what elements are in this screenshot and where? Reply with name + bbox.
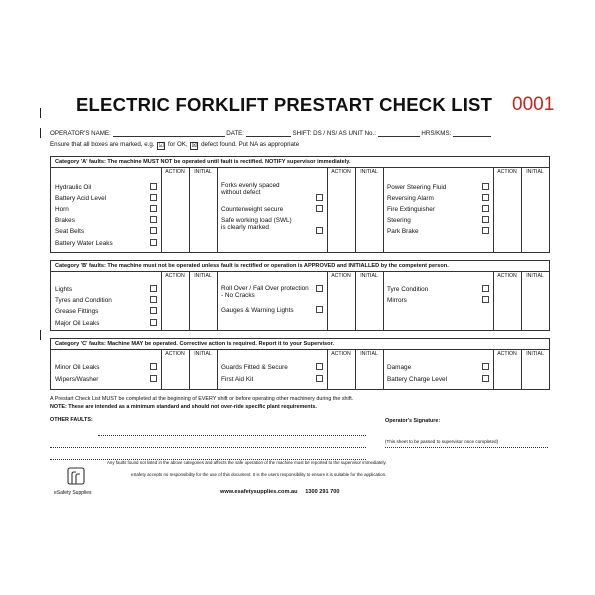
shift-unit-label: SHIFT: DS / NS/ AS UNIT No.: <box>292 130 376 137</box>
list-item: Mirrors <box>387 297 407 304</box>
hrs-kms-field[interactable] <box>453 129 491 137</box>
check-box[interactable] <box>150 307 157 314</box>
list-item: Counterweight secure <box>221 206 284 213</box>
col-initial-2: INITIAL <box>360 273 378 279</box>
col-initial-1: INITIAL <box>194 169 212 175</box>
check-box[interactable] <box>482 285 489 292</box>
category-b-heading: Category 'B' faults: The machine must not be operated unless fault is rectified or operation is APPROVED and INITIALLED by the competent person. <box>51 261 549 272</box>
margin-tick-top-left <box>40 108 41 118</box>
instructions-defect-text: defect found. Put NA as appropriate <box>201 141 300 148</box>
note-minimum-standard: NOTE: These are intended as a minimum standard and should not over-ride specific plant requirements. <box>50 404 317 410</box>
unit-number-field[interactable] <box>378 129 420 137</box>
check-box[interactable] <box>482 363 489 370</box>
note-prestart: A Prestart Check List MUST be completed at the beginning of EVERY shift or before operating other machinery during the shift. <box>50 396 354 402</box>
list-item: Horn <box>55 206 69 213</box>
col-initial-3: INITIAL <box>526 169 544 175</box>
check-box[interactable] <box>150 363 157 370</box>
footer-disclaimer: eSafety accepts no responsibility for the use of this document. It is the users responsibility to ensure it is suitable for the application. <box>131 472 387 477</box>
check-box[interactable] <box>150 183 157 190</box>
list-item: Battery Charge Level <box>387 376 448 383</box>
check-box[interactable] <box>482 296 489 303</box>
col-action-3: ACTION <box>497 351 517 357</box>
col-action-1: ACTION <box>165 351 185 357</box>
header-fields <box>50 129 550 137</box>
serial-number: 0001 <box>512 94 555 115</box>
check-box[interactable] <box>482 194 489 201</box>
list-item: Reversing Alarm <box>387 195 434 202</box>
col-initial-3: INITIAL <box>526 351 544 357</box>
margin-tick-mid-left <box>40 330 41 340</box>
list-item: Forks evenly spaced without defect <box>221 182 280 196</box>
col-action-1: ACTION <box>165 169 185 175</box>
check-box[interactable] <box>482 375 489 382</box>
category-a-heading: Category 'A' faults: The machine MUST NOT be operated until fault is rectified. NOTIFY supervisor immediately. <box>51 157 549 168</box>
col-action-1: ACTION <box>165 273 185 279</box>
list-item: Minor Oil Leaks <box>55 364 100 371</box>
list-item: Hydraulic Oil <box>55 184 92 191</box>
date-field[interactable] <box>246 129 291 137</box>
list-item: Fire Extinguisher <box>387 206 435 213</box>
category-c-heading: Category 'C' faults: Machine MAY be operated. Corrective action is required. Report it to your Supervisor. <box>51 339 549 350</box>
list-item: First Aid Kit <box>221 376 254 383</box>
check-box[interactable] <box>316 285 323 292</box>
check-box[interactable] <box>482 205 489 212</box>
col-action-3: ACTION <box>497 169 517 175</box>
col-action-2: ACTION <box>331 351 351 357</box>
check-box[interactable] <box>482 183 489 190</box>
operator-name-label: OPERATOR'S NAME: <box>50 130 111 137</box>
list-item: Power Steering Fluid <box>387 184 447 191</box>
category-b-section <box>50 260 550 331</box>
operator-name-field[interactable] <box>113 129 225 137</box>
check-box[interactable] <box>316 375 323 382</box>
other-faults-label: OTHER FAULTS: <box>50 417 93 423</box>
footer-faults-note: Any faults found not listed in the above categories and affects the safe operation of the machine must be reported to the supervisor immediately. <box>107 460 387 465</box>
check-box[interactable] <box>316 363 323 370</box>
check-box[interactable] <box>150 375 157 382</box>
instructions-line <box>50 141 299 150</box>
check-box[interactable] <box>150 319 157 326</box>
supervisor-note: (This sheet to be passed to supervisor once completed) <box>385 439 499 444</box>
list-item: Grease Fittings <box>55 308 99 315</box>
esafety-logo-icon <box>67 466 85 486</box>
check-box[interactable] <box>482 216 489 223</box>
col-action-2: ACTION <box>331 273 351 279</box>
category-a-section <box>50 156 550 253</box>
check-box[interactable] <box>316 194 323 201</box>
list-item: Tyre Condition <box>387 286 429 293</box>
list-item: Battery Acid Level <box>55 195 107 202</box>
check-box[interactable] <box>150 239 157 246</box>
check-box[interactable] <box>150 296 157 303</box>
list-item: Gauges & Warning Lights <box>221 307 294 314</box>
list-item: Lights <box>55 286 73 293</box>
list-item: Brakes <box>55 217 75 224</box>
col-action-2: ACTION <box>331 169 351 175</box>
operator-signature-label: Operator's Signature: <box>385 418 441 424</box>
list-item: Tyres and Condition <box>55 297 112 304</box>
list-item: Safe working load (SWL) is clearly marked <box>221 217 292 231</box>
col-initial-1: INITIAL <box>194 273 212 279</box>
check-box[interactable] <box>150 227 157 234</box>
check-box[interactable] <box>150 194 157 201</box>
list-item: Major Oil Leaks <box>55 320 100 327</box>
list-item: Wipers/Washer <box>55 376 99 383</box>
list-item: Battery Water Leaks <box>55 240 113 247</box>
col-initial-2: INITIAL <box>360 169 378 175</box>
other-faults-line-3[interactable] <box>50 442 366 460</box>
instructions-ok-text: for OK, <box>168 141 188 148</box>
page-title: ELECTRIC FORKLIFT PRESTART CHECK LIST <box>76 94 493 115</box>
defect-example-icon: ☒ <box>191 143 198 149</box>
list-item: Seat Belts <box>55 228 85 235</box>
hrs-kms-label: HRS/KMS: <box>421 130 452 137</box>
check-box[interactable] <box>150 205 157 212</box>
col-initial-3: INITIAL <box>526 273 544 279</box>
list-item: Park Brake <box>387 228 419 235</box>
brand-name: eSafety Supplies <box>54 490 92 496</box>
instructions-text: Ensure that all boxes are marked, e.g. <box>50 141 155 148</box>
check-box[interactable] <box>482 227 489 234</box>
check-box[interactable] <box>150 216 157 223</box>
check-box[interactable] <box>316 306 323 313</box>
footer-website-phone: www.esafetysupplies.com.au 1300 291 700 <box>220 489 340 495</box>
col-initial-1: INITIAL <box>194 351 212 357</box>
list-item: Guards Fitted & Secure <box>221 364 288 371</box>
list-item: Roll Over / Fall Over protection - No Cracks <box>221 285 309 299</box>
check-box[interactable] <box>316 205 323 212</box>
date-label: DATE: <box>226 130 245 137</box>
check-box[interactable] <box>316 227 323 234</box>
col-action-3: ACTION <box>497 273 517 279</box>
margin-tick-top-left-2 <box>40 128 41 138</box>
list-item: Damage <box>387 364 412 371</box>
list-item: Steering <box>387 217 411 224</box>
ok-example-icon: ☑ <box>158 143 164 149</box>
col-initial-2: INITIAL <box>360 351 378 357</box>
check-box[interactable] <box>150 285 157 292</box>
category-c-section <box>50 338 550 390</box>
